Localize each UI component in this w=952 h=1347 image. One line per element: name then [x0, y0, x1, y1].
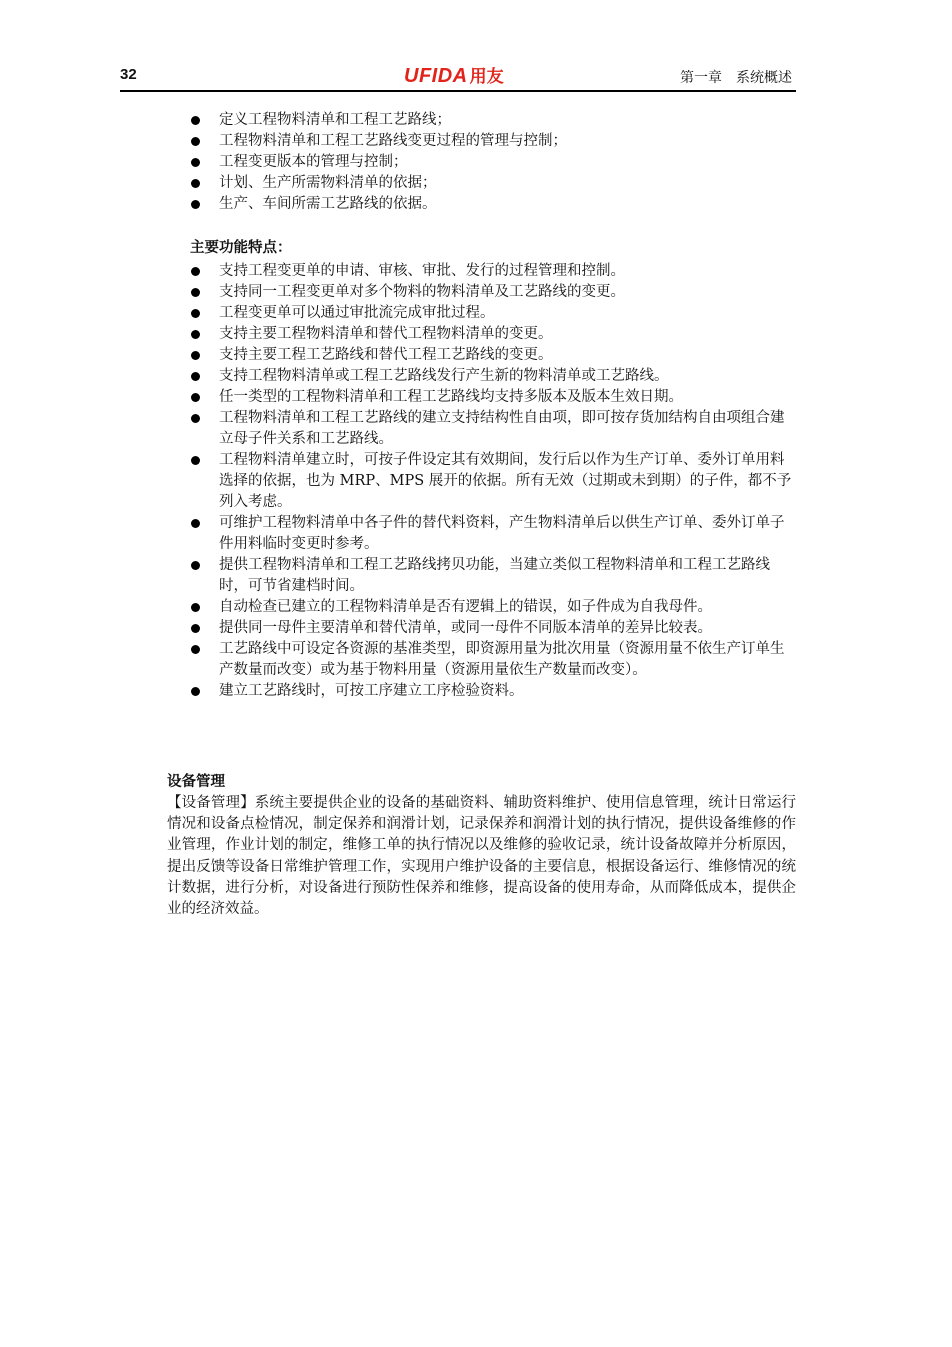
- list-item: 工程物料清单和工程工艺路线变更过程的管理与控制；: [190, 131, 796, 152]
- list-item: 支持主要工程物料清单和替代工程物料清单的变更。: [190, 324, 796, 345]
- section-paragraph: 【设备管理】系统主要提供企业的设备的基础资料、辅助资料维护、使用信息管理，统计日常运行情况和设备点检情况，制定保养和润滑计划，记录保养和润滑计划的执行情况，提供设备维修的作业管理，作业计划的制定，维修工单的执行情况以及维修的验收记录，统计设备故障并分析原因，提出反馈等设备日常维护管理工作，实现用户维护设备的主要信息，根据设备运行、维修情况的统计数据，进行分析，对设备进行预防性保养和维修，提高设备的使用寿命，从而降低成本，提供企业的经济效益。: [167, 795, 796, 918]
- list-item: 工程物料清单建立时，可按子件设定其有效期间，发行后以作为生产订单、委外订单用料选择的依据，也为 MRP、MPS 展开的依据。所有无效（过期或未到期）的子件，都不予列入考虑。: [190, 450, 796, 513]
- list-item: 自动检查已建立的工程物料清单是否有逻辑上的错误，如子件成为自我母件。: [190, 597, 796, 618]
- list-item: 支持主要工程工艺路线和替代工程工艺路线的变更。: [190, 345, 796, 366]
- list-item: 工程变更单可以通过审批流完成审批过程。: [190, 303, 796, 324]
- list-item: 建立工艺路线时，可按工序建立工序检验资料。: [190, 681, 796, 702]
- page-number: 32: [120, 66, 137, 83]
- list-item: 生产、车间所需工艺路线的依据。: [190, 194, 796, 215]
- list-item: 支持工程物料清单或工程工艺路线发行产生新的物料清单或工艺路线。: [190, 366, 796, 387]
- list-item: 任一类型的工程物料清单和工程工艺路线均支持多版本及版本生效日期。: [190, 387, 796, 408]
- list-item: 提供同一母件主要清单和替代清单，或同一母件不同版本清单的差异比较表。: [190, 618, 796, 639]
- list-item: 工程物料清单和工程工艺路线的建立支持结构性自由项，即可按存货加结构自由项组合建立母子件关系和工艺路线。: [190, 408, 796, 450]
- list-item: 支持同一工程变更单对多个物料的物料清单及工艺路线的变更。: [190, 282, 796, 303]
- chapter-title: 第一章 系统概述: [680, 70, 792, 86]
- ufida-logo: [404, 62, 504, 88]
- page-header: [120, 62, 796, 92]
- list-item: 提供工程物料清单和工程工艺路线拷贝功能，当建立类似工程物料清单和工程工艺路线时，可节省建档时间。: [190, 555, 796, 597]
- list-item: 工艺路线中可设定各资源的基准类型，即资源用量为批次用量（资源用量不依生产订单生产数量而改变）或为基于物料用量（资源用量依生产数量而改变）。: [190, 639, 796, 681]
- intro-bullet-list: [190, 110, 796, 215]
- list-item: 计划、生产所需物料清单的依据；: [190, 173, 796, 194]
- logo-text: UFIDA: [404, 65, 468, 87]
- section-title: 设备管理: [167, 774, 225, 790]
- list-item: 工程变更版本的管理与控制；: [190, 152, 796, 173]
- list-item: 定义工程物料清单和工程工艺路线；: [190, 110, 796, 131]
- list-item: 可维护工程物料清单中各子件的替代料资料，产生物料清单后以供生产订单、委外订单子件用料临时变更时参考。: [190, 513, 796, 555]
- features-heading: 主要功能特点：: [190, 240, 292, 256]
- logo-chinese-text: 用友: [469, 67, 504, 87]
- list-item: 支持工程变更单的申请、审核、审批、发行的过程管理和控制。: [190, 261, 796, 282]
- feature-bullet-list: [190, 261, 796, 702]
